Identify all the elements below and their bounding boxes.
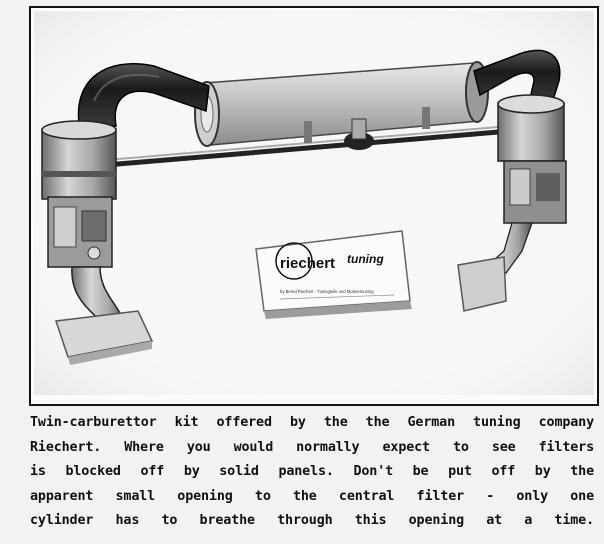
figure-caption — [30, 411, 594, 534]
sign-plate-text: by Bernd Riechert · Tuningteile und Motorentuning — [280, 289, 374, 294]
sign-brand-text: riechert — [280, 255, 336, 272]
caption-line-3: is blocked off by solid panels. Don't be put off by the — [30, 464, 594, 479]
sign-brand-suffix: tuning — [347, 252, 384, 266]
caption-line-1: Twin-carburettor kit offered by the the German tuning company — [30, 415, 594, 430]
caption-line-2: Riechert. Where you would normally expect to see filters — [30, 439, 594, 455]
carburettor-kit-photo — [34, 11, 594, 395]
caption-line-4: apparent small opening to the central filter - only one — [30, 488, 594, 504]
figure-frame — [29, 6, 599, 406]
caption-line-5: cylinder has to breathe through this opening at a time. — [30, 513, 594, 528]
